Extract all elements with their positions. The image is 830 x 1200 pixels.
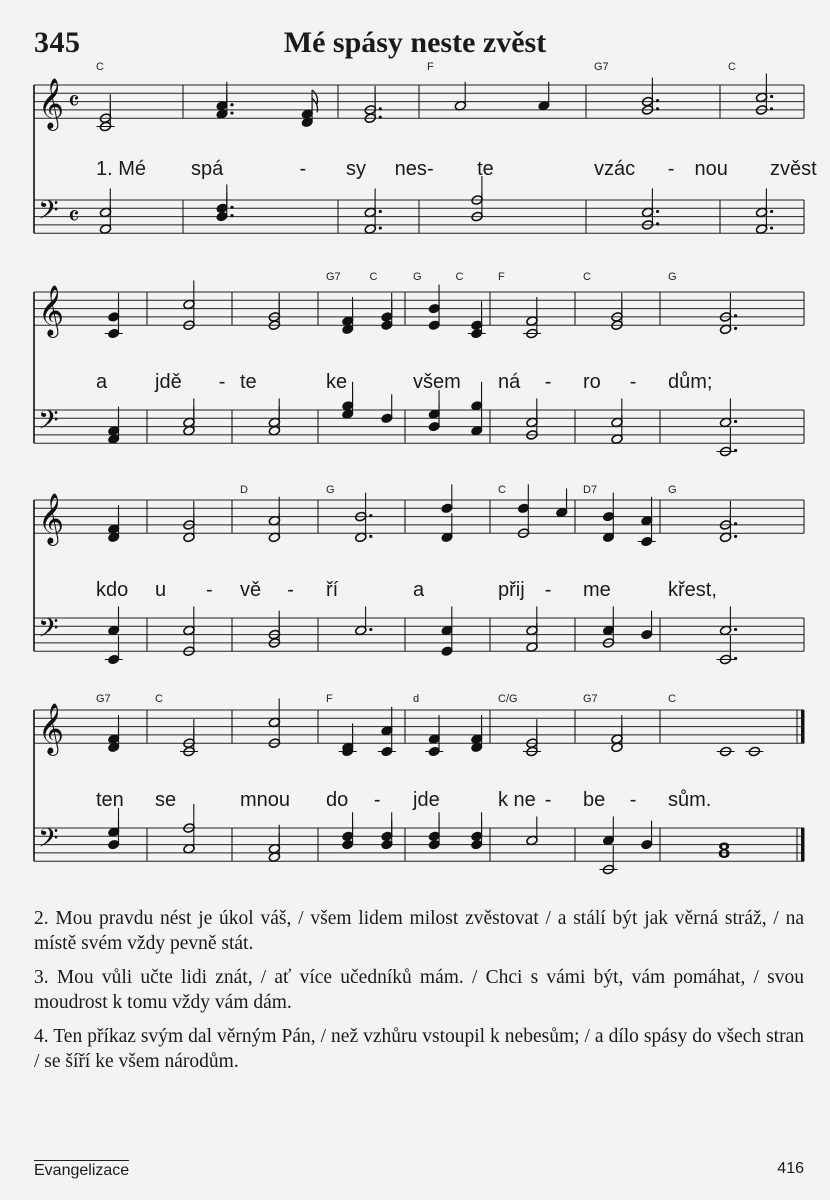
augmentation-dot (379, 226, 382, 229)
common-time-icon: 𝄴 (68, 202, 80, 232)
lyric-syllable: - (299, 158, 307, 180)
lyric-syllable: - (544, 371, 552, 393)
augmentation-dot (734, 420, 737, 423)
lyric-syllable: přij (498, 579, 525, 601)
augmentation-dot (379, 210, 382, 213)
lyric-syllable: zvěst (770, 158, 817, 180)
lyric-syllable: - (427, 158, 434, 180)
augmentation-dot (379, 107, 382, 110)
augmentation-dot (734, 327, 737, 330)
lyric-syllable: ten (96, 789, 124, 811)
chord-symbol: F (498, 271, 505, 283)
chord-symbol: C (583, 271, 591, 283)
lyric-syllable: jdě (155, 371, 182, 393)
bass-clef-icon: 𝄢 (38, 612, 59, 650)
section-name: Evangelizace (34, 1162, 130, 1179)
lyric-syllable: vzác (594, 158, 636, 180)
treble-clef-icon: 𝄞 (38, 703, 65, 754)
lyric-syllable: a (96, 371, 108, 393)
bass-rest-numeral: 8 (718, 838, 731, 863)
augmentation-dot (230, 206, 233, 209)
treble-clef-icon: 𝄞 (38, 285, 65, 336)
common-time-icon: 𝄴 (68, 87, 80, 117)
chord-symbol: G7 (583, 693, 598, 705)
lyric-syllable: - (373, 789, 381, 811)
chord-symbol: D7 (583, 484, 598, 496)
augmentation-dot (734, 449, 737, 452)
augmentation-dot (734, 657, 737, 660)
treble-clef-icon: 𝄞 (38, 493, 65, 544)
lyric-syllable: spá (191, 158, 224, 180)
lyric-syllable: te (240, 371, 257, 393)
chord-symbol: C (155, 693, 163, 705)
lyric-syllable: se (155, 789, 177, 811)
augmentation-dot (379, 116, 382, 119)
bass-clef-icon: 𝄢 (38, 822, 59, 860)
treble-clef-icon: 𝄞 (38, 78, 65, 129)
page-number: 416 (777, 1160, 804, 1177)
augmentation-dot (656, 107, 659, 110)
chord-symbol: G7 (96, 693, 111, 705)
chord-symbol: G (668, 271, 677, 283)
lyric-syllable: ke (326, 371, 348, 393)
augmentation-dot (656, 210, 659, 213)
augmentation-dot (369, 628, 372, 631)
chord-symbol: C/G (498, 693, 518, 705)
hymn-title: Mé spásy neste zvěst (283, 26, 547, 59)
augmentation-dot (734, 535, 737, 538)
chord-symbol: C (369, 271, 378, 283)
lyric-syllable: sy (346, 158, 366, 180)
chord-symbol: C (668, 693, 676, 705)
lyric-syllable: - (287, 579, 294, 601)
lyric-syllable: mnou (240, 789, 291, 811)
lyric-syllable: všem (413, 371, 461, 393)
chord-symbol: D (240, 484, 248, 496)
lyric-syllable: dům; (668, 371, 713, 393)
lyric-syllable: nes (394, 158, 427, 180)
lyric-syllable: 1. Mé (96, 158, 147, 180)
augmentation-dot (369, 535, 372, 538)
lyric-syllable: me (583, 579, 611, 601)
lyric-syllable: a (413, 579, 425, 601)
augmentation-dot (230, 111, 233, 114)
chord-symbol: F (427, 61, 434, 73)
chord-symbol: C (455, 271, 464, 283)
lyric-syllable: te (477, 158, 494, 180)
lyric-syllable: ná (498, 371, 521, 393)
augmentation-dot (770, 95, 773, 98)
chord-symbol: G7 (326, 271, 341, 283)
augmentation-dot (230, 214, 233, 217)
lyric-syllable: jde (413, 789, 440, 811)
chord-symbol: C (728, 61, 736, 73)
chord-symbol: G (668, 484, 677, 496)
chord-symbol: C (96, 61, 104, 73)
augmentation-dot (734, 628, 737, 631)
lyric-syllable: kdo (96, 579, 129, 601)
lyric-syllable: sům. (668, 789, 712, 811)
chord-symbol: G7 (594, 61, 609, 73)
final-barline (801, 828, 804, 861)
chord-symbol: d (413, 693, 420, 705)
lyric-syllable: - (544, 579, 552, 601)
verse-2: 2. Mou pravdu nést je úkol váš, / všem lidem milost zvěstovat / a stálí být jak věrná stráž, / na místě svém vždy pevně stát. (34, 908, 804, 954)
bass-clef-icon: 𝄢 (38, 404, 59, 442)
augmentation-dot (734, 522, 737, 525)
final-barline (801, 710, 804, 743)
lyric-syllable: k ne (498, 789, 536, 811)
verse-3: 3. Mou vůli učte lidi znát, / ať více učedníků mám. / Chci s vámi být, vám pomáhat, / svou moudrost k tomu vždy vám dám. (34, 967, 804, 1013)
lyric-syllable: be (583, 789, 606, 811)
lyric-syllable: křest, (668, 579, 717, 601)
lyric-syllable: - (206, 579, 213, 601)
lyric-syllable: ří (326, 579, 339, 601)
verses (34, 906, 804, 1083)
lyric-syllable: vě (240, 579, 262, 601)
lyric-syllable: nou (694, 158, 728, 180)
augmentation-dot (656, 222, 659, 225)
lyric-syllable: - (544, 789, 552, 811)
chord-symbol: G (326, 484, 335, 496)
chord-symbol: F (326, 693, 333, 705)
augmentation-dot (770, 107, 773, 110)
lyric-syllable: ro (583, 371, 601, 393)
augmentation-dot (770, 226, 773, 229)
augmentation-dot (734, 314, 737, 317)
lyric-syllable: - (629, 789, 637, 811)
augmentation-dot (369, 514, 372, 517)
lyric-syllable: - (629, 371, 637, 393)
chord-symbol: G (413, 271, 422, 283)
hymn-number: 345 (34, 26, 81, 59)
chord-symbol: C (498, 484, 506, 496)
bass-clef-icon: 𝄢 (38, 194, 59, 232)
lyric-syllable: u (155, 579, 167, 601)
augmentation-dot (656, 99, 659, 102)
augmentation-dot (230, 103, 233, 106)
verse-4: 4. Ten příkaz svým dal věrným Pán, / než vzhůru vstoupil k nebesům; / a dílo spásy do všech stran / se šíří ke všem národům. (34, 1026, 804, 1072)
augmentation-dot (770, 210, 773, 213)
lyric-syllable: do (326, 789, 349, 811)
lyric-syllable: - (218, 371, 226, 393)
lyric-syllable: - (667, 158, 675, 180)
